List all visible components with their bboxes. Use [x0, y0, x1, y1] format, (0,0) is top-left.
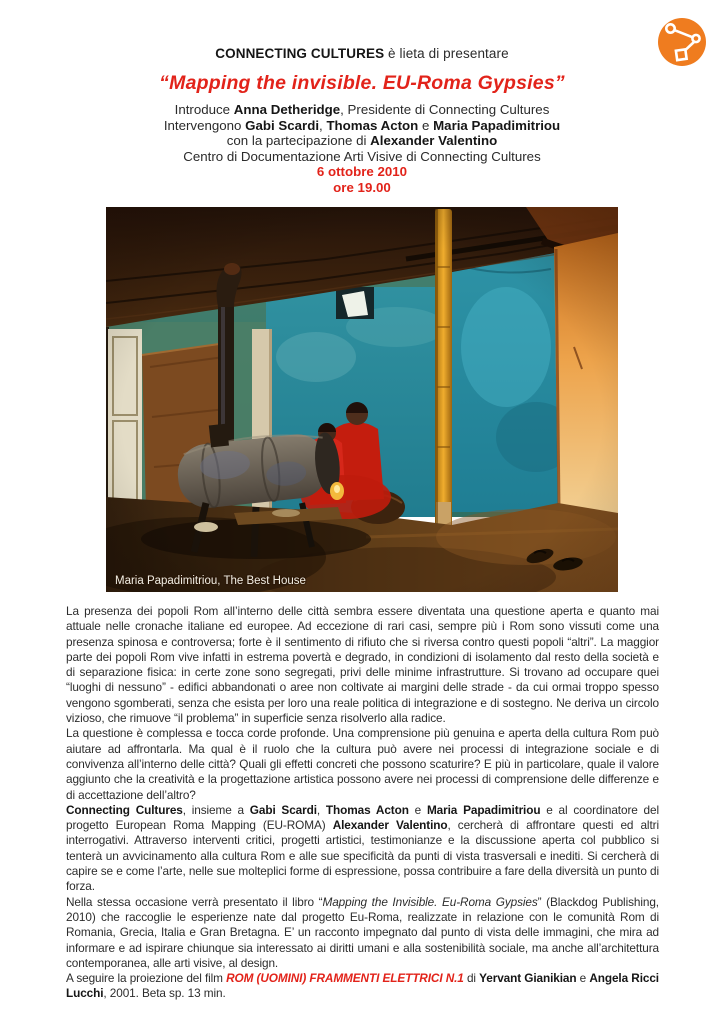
header-line-introduce: Introduce Anna Detheridge, Presidente di Connecting Cultures — [174, 102, 550, 117]
paragraph-book: Nella stessa occasione verrà presentato il libro “Mapping the Invisible. Eu-Roma Gypsies” (Blackdog Publishing, 2010) che raccoglie le esperienze nate dal progetto Eu-Roma, realizzate in relazione con le comunità Rom di Romania, Grecia, Italia e Gran Bretagna. E’ un racconto impegnato dal punto di vista delle immagini, che mira ad informare e ad ispirare chiunque sia interessato ai diritti umani e alla sostenibilità sociale, ma anche all’architettura contemporanea, alle arti visive, al design. — [66, 894, 659, 970]
event-time: ore 19.00 — [333, 179, 391, 195]
event-title: “Mapping the invisible. EU-Roma Gypsies” — [159, 72, 565, 94]
event-header — [0, 46, 724, 196]
event-date: 6 ottobre 2010 — [316, 164, 408, 180]
interior-photo-illustration — [106, 207, 618, 592]
header-line-participation: con la partecipazione di Alexander Valentino — [226, 133, 498, 149]
paragraph-connecting-cultures: Connecting Cultures, insieme a Gabi Scardi, Thomas Acton e Maria Papadimitriou e al coordinatore del progetto European Roma Mapping (EU-ROMA) Alexander Valentino, cercherà di affrontare questi ed altri interrogativi. Attraverso interventi critici, progetti artistici, testimonianze e la discussione aperta col pubblico si tenterà un avvicinamento alla cultura Rom e alle sue specificità da punti di vista trasversali e inediti. Si cercherà di capire se e come l’arte, nelle sue molteplici forme di espressione, possa contribuire a fare della diversità un punto di forza. — [66, 802, 659, 894]
header-line-speakers: Intervengono Gabi Scardi, Thomas Acton e Maria Papadimitriou — [163, 117, 561, 133]
body-text — [66, 604, 659, 1002]
paragraph-film: A seguire la proiezione del film ROM (UOMINI) FRAMMENTI ELETTRICI N.1 di Yervant Gianikian e Angela Ricci Lucchi, 2001. Beta sp. 13 min. — [66, 971, 659, 1001]
event-photo — [106, 207, 618, 592]
presenter-line: CONNECTING CULTURES è lieta di presentare — [215, 46, 509, 61]
photo-caption: Maria Papadimitriou, The Best House — [115, 575, 306, 587]
paragraph-rom-presence: La presenza dei popoli Rom all’interno delle città sembra essere diventata una questione aperta e quanto mai attuale nelle cronache italiane ed europee. Ad eccezione di rari casi, sempre più i Rom sono vissuti come una presenza spinosa e controversa; forte è il sentimento di rifiuto che si riversa contro questi popoli “altri”. La maggior parte dei popoli Rom vive infatti in estrema povertà e degrado, in condizioni di isolamento dal resto della società e di separazione fisica: in certe zone sono segregati, privi delle minime infrastrutture. Si trovano ad occupare quei “luoghi di nessuno” - edifici abbandonati o aree non coltivate ai margini delle strade - da cui ormai troppo spesso vengono sgomberati, senza che esista per loro una reale politica di integrazione e di sostegno. Ne deriva un circolo vizioso, che rimuove “il problema” in superficie senza risolverlo alla radice. — [66, 604, 659, 726]
header-line-venue: Centro di Documentazione Arti Visive di Connecting Cultures — [183, 148, 541, 164]
paragraph-question: La questione è complessa e tocca corde profonde. Una comprensione più genuina e aperta della cultura Rom può aiutare ad affrontarla. Ma qual è il ruolo che la cultura può avere nei processi di integrazione sociale e di convivenza all’interno delle città? Quali gli effetti concreti che possono scaturire? E più in particolare, quale il valore aggiunto che la creatività e la progettazione artistica possono avere nei processi di comprensione delle differenze e di accettazione dell’altro? — [66, 726, 659, 802]
